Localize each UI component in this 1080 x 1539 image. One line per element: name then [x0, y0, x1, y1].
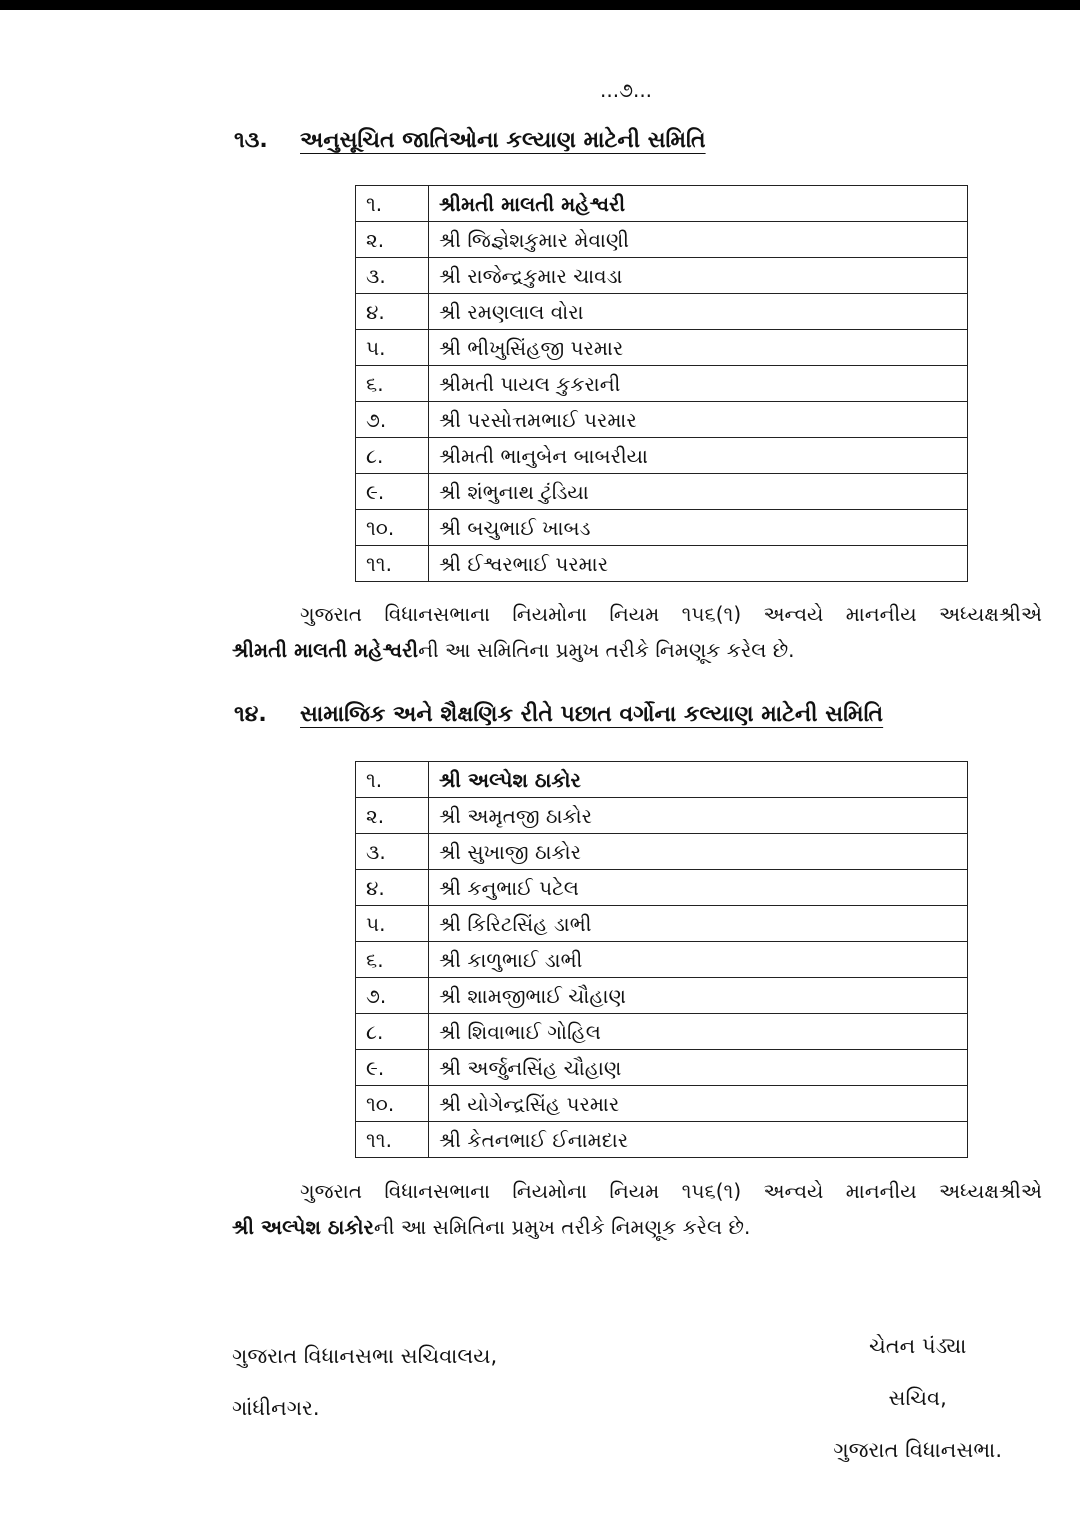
table-row — [356, 438, 968, 474]
table-row — [356, 798, 968, 834]
member-name: શ્રી કાળુભાઈ ડાભી — [429, 942, 968, 978]
committee-number: ૧૪. — [234, 702, 267, 727]
serial-number: ૭. — [356, 402, 429, 438]
member-name: શ્રી અલ્પેશ ઠાકોર — [429, 762, 968, 798]
table-row — [356, 834, 968, 870]
table-row — [356, 762, 968, 798]
member-name: શ્રી શામજીભાઈ ચૌહાણ — [429, 978, 968, 1014]
note-suffix: ની આ સમિતિના પ્રમુખ તરીકે નિમણૂક કરેલ છે. — [418, 638, 795, 662]
member-name: શ્રી શિવાભાઈ ગોહિલ — [429, 1014, 968, 1050]
members-table-13 — [355, 185, 968, 582]
chair-name: શ્રીમતી માલતી મહેશ્વરી — [232, 638, 419, 662]
table-row — [356, 1050, 968, 1086]
signatory-block — [833, 1320, 1002, 1476]
member-name: શ્રી અમૃતજી ઠાકોર — [429, 798, 968, 834]
table-row — [356, 258, 968, 294]
signatory-org: ગુજરાત વિધાનસભા. — [833, 1438, 1002, 1462]
member-name: શ્રીમતી ભાનુબેન બાબરીયા — [429, 438, 968, 474]
signatory-title: સચિવ, — [888, 1386, 947, 1410]
table-row — [356, 402, 968, 438]
table-row — [356, 1014, 968, 1050]
member-name: શ્રી યોગેન્દ્રસિંહ પરમાર — [429, 1086, 968, 1122]
table-row — [356, 546, 968, 582]
table-row — [356, 294, 968, 330]
office-line-1: ગુજરાત વિધાનસભા સચિવાલય, — [232, 1344, 498, 1368]
member-name: શ્રી રમણલાલ વોરા — [429, 294, 968, 330]
serial-number: ૮. — [356, 438, 429, 474]
table-row — [356, 1122, 968, 1158]
table-row — [356, 906, 968, 942]
table-row — [356, 870, 968, 906]
serial-number: ૧૧. — [356, 546, 429, 582]
table-row — [356, 978, 968, 1014]
member-name: શ્રી કિરિટસિંહ ડાભી — [429, 906, 968, 942]
table-row — [356, 474, 968, 510]
top-rule — [0, 0, 1080, 10]
serial-number: ૭. — [356, 978, 429, 1014]
serial-number: ૧૧. — [356, 1122, 429, 1158]
table-row — [356, 510, 968, 546]
note-line: ગુજરાત વિધાનસભાના નિયમોના નિયમ ૧૫૬(૧) અન્વયે માનનીય અધ્યક્ષશ્રીએ — [300, 602, 1042, 626]
member-name: શ્રીમતી માલતી મહેશ્વરી — [429, 186, 968, 222]
serial-number: ૧૦. — [356, 510, 429, 546]
member-name: શ્રી પરસોત્તમભાઈ પરમાર — [429, 402, 968, 438]
member-name: શ્રી શંભુનાથ ટુંડિયા — [429, 474, 968, 510]
office-line-2: ગાંધીનગર. — [232, 1396, 320, 1420]
appointment-note-14 — [232, 1173, 1042, 1245]
serial-number: ૩. — [356, 258, 429, 294]
table-row — [356, 222, 968, 258]
member-name: શ્રીમતી પાયલ કુકરાની — [429, 366, 968, 402]
page-number: ...૭... — [600, 78, 653, 102]
member-name: શ્રી અર્જુનસિંહ ચૌહાણ — [429, 1050, 968, 1086]
serial-number: ૫. — [356, 906, 429, 942]
note-line: ગુજરાત વિધાનસભાના નિયમોના નિયમ ૧૫૬(૧) અન્વયે માનનીય અધ્યક્ષશ્રીએ — [300, 1179, 1042, 1203]
member-name: શ્રી રાજેન્દ્રકુમાર ચાવડા — [429, 258, 968, 294]
member-name: શ્રી ભીખુસિંહજી પરમાર — [429, 330, 968, 366]
member-name: શ્રી બચુભાઈ ખાબડ — [429, 510, 968, 546]
serial-number: ૨. — [356, 222, 429, 258]
serial-number: ૨. — [356, 798, 429, 834]
committee-heading-13 — [234, 128, 706, 153]
serial-number: ૬. — [356, 942, 429, 978]
serial-number: ૮. — [356, 1014, 429, 1050]
serial-number: ૫. — [356, 330, 429, 366]
serial-number: ૧. — [356, 186, 429, 222]
serial-number: ૯. — [356, 474, 429, 510]
member-name: શ્રી ઈશ્વરભાઈ પરમાર — [429, 546, 968, 582]
table-row — [356, 1086, 968, 1122]
appointment-note-13 — [232, 596, 1042, 668]
chair-name: શ્રી અલ્પેશ ઠાકોર — [232, 1215, 374, 1239]
serial-number: ૯. — [356, 1050, 429, 1086]
table-row — [356, 186, 968, 222]
member-name: શ્રી કેતનભાઈ ઈનામદાર — [429, 1122, 968, 1158]
committee-number: ૧૩. — [234, 128, 268, 153]
serial-number: ૧૦. — [356, 1086, 429, 1122]
table-row — [356, 366, 968, 402]
serial-number: ૪. — [356, 294, 429, 330]
committee-title: અનુસૂચિત જાતિઓના કલ્યાણ માટેની સમિતિ — [300, 128, 706, 153]
table-row — [356, 330, 968, 366]
serial-number: ૩. — [356, 834, 429, 870]
members-table-14 — [355, 761, 968, 1158]
committee-heading-14 — [234, 702, 883, 727]
signatory-name: ચેતન પંડ્યા — [868, 1334, 967, 1358]
committee-title: સામાજિક અને શૈક્ષણિક રીતે પછાત વર્ગોના કલ્યાણ માટેની સમિતિ — [300, 702, 884, 727]
serial-number: ૬. — [356, 366, 429, 402]
member-name: શ્રી કનુભાઈ પટેલ — [429, 870, 968, 906]
table-row — [356, 942, 968, 978]
member-name: શ્રી જિજ્ઞેશકુમાર મેવાણી — [429, 222, 968, 258]
note-suffix: ની આ સમિતિના પ્રમુખ તરીકે નિમણૂક કરેલ છે. — [373, 1215, 751, 1239]
serial-number: ૪. — [356, 870, 429, 906]
office-address — [232, 1330, 497, 1434]
serial-number: ૧. — [356, 762, 429, 798]
member-name: શ્રી સુખાજી ઠાકોર — [429, 834, 968, 870]
